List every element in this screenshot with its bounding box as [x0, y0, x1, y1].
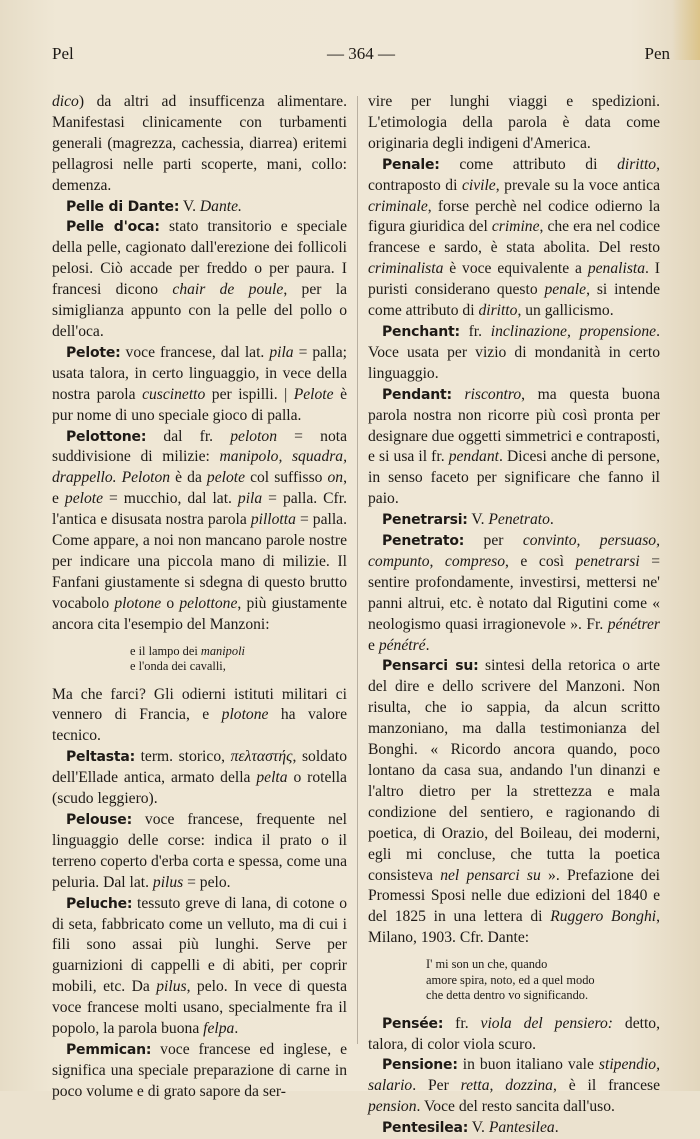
entry-peltasta: Peltasta: term. storico, πελταστής, soldato dell'Ellade antica, armato della pelta o rotella (scudo leggiero).	[52, 748, 347, 808]
entry-continuation: Ma che farci? Gli odierni istituti militari ci vennero di Francia, e plotone ha valore tecnico.	[52, 685, 347, 745]
header-left-guide-word: Pel	[52, 44, 74, 63]
headword: Penale:	[382, 156, 440, 173]
entry-penale: Penale: come attributo di diritto, contraposto di civile, prevale su la voce antica criminale, forse perchè nel codice odierno la figura giuridica del crimine, che era nel codice francese e sardo, è stata abolita. Del resto criminalista è voce equivalente a penalista. I puristi considerano questo penale, si intende come attributo di diritto, un gallicismo.	[368, 155, 660, 320]
headword: Pensarci su:	[382, 658, 479, 675]
headword: Pelle di Dante:	[66, 198, 180, 215]
headword: Pendant:	[382, 386, 452, 403]
headword: Pelote:	[66, 344, 121, 361]
entry-continuation: vire per lunghi viaggi e spedizioni. L'etimologia della parola è data come originaria degli indigeni d'America.	[368, 93, 660, 152]
page-number: — 364 —	[327, 44, 395, 63]
header-right-guide-word: Pen	[644, 44, 670, 63]
headword: Penetrarsi:	[382, 512, 468, 529]
entry-pemmican: Pemmican: voce francese ed inglese, e significa una speciale preparazione di carne in poco volume e di grato sapore da ser-	[52, 1040, 347, 1100]
manzoni-quote: e il lampo dei manipoli e l'onda dei cavalli,	[130, 643, 245, 674]
entry-peluche: Peluche: tessuto greve di lana, di cotone o di seta, fabbricato come un velluto, ma di cui i fili sono assai più lunghi. Serve per guarnizioni di cappelli e di abiti, per coprir mobili, etc. Da pilus, pelo. In vece di questa voce francese molti usano, specialmente fra il popolo, la parola buona felpa.	[52, 894, 347, 1038]
headword: Pemmican:	[66, 1041, 152, 1058]
entry-pelouse: Pelouse: voce francese, frequente nel linguaggio delle corse: indica il prato o il terreno coperto d'erba corta e spessa, come una peluria. Dal lat. pilus = pelo.	[52, 811, 347, 891]
entry-penetrato: Penetrato: per convinto, persuaso, compunto, compreso, e così penetrarsi = sentire profondamente, investirsi, mettersi ne' panni altrui, etc. è notato dal Rigutini come « neologismo quasi irragionevole ». Fr. pénétrer e pénétré.	[368, 532, 660, 654]
entry-pelle-d-oca: Pelle d'oca: stato transitorio e speciale della pelle, cagionato dall'erezione dei follicoli pelosi. Ciò accade per freddo o per paura. I francesi dicono chair de poule, per la simiglianza appunto con la pelle del pollo o dell'oca.	[52, 218, 348, 340]
entry-pensarci-su: Pensarci su: sintesi della retorica o arte del dire e dello scrivere del Manzoni. Non risulta, che io sappia, da alcun scritto manzoniano, ma dalla testimonianza del Bonghi. « Ricordo ancora quando, poco lontano da casa sua, andando l'un dinanzi e l'altro dietro per la strettezza e mala condizione del sentiero, e ragionando di poetica, di Orazio, del Boileau, dei moderni, egli mi concluse, che tutta la poetica consisteva nel pensarci su ». Prefazione dei Promessi Sposi nelle due edizioni del 1840 e del 1825 in una lettera di Ruggero Bonghi, Milano, 1903. Cfr. Dante:	[368, 657, 661, 947]
column-divider	[357, 96, 358, 1044]
entry-pelottone: Pelottone: dal fr. peloton = nota suddivisione di milizie: manipolo, squadra, drappello. Peloton è da pelote col suffisso on, e pelote = mucchio, dal lat. pila = palla. Cfr. l'antica e disusata nostra parola pillotta = palla. Come appare, a noi non mancano parole nostre per indicare una piccola mano di milizie. Il Fanfani giustamente si sdegna di questo brutto vocabolo plotone o pelottone, più giustamente ancora cita l'esempio del Manzoni:	[52, 427, 348, 633]
headword: Peltasta:	[66, 749, 135, 766]
headword: Pelle d'oca:	[66, 219, 160, 236]
entry-penchant: Penchant: fr. inclinazione, propensione. Voce usata per vizio di mondanità in certo linguaggio.	[368, 322, 660, 382]
entry-penetrarsi: Penetrarsi: V. Penetrato.	[382, 511, 554, 529]
entry-pelle-di-dante: Pelle di Dante: V. Dante.	[66, 197, 242, 215]
paper-stain	[672, 0, 700, 60]
headword: Pelouse:	[66, 812, 132, 828]
left-column	[52, 92, 347, 1103]
headword: Pensée:	[382, 1015, 444, 1032]
entry-pensee: Pensée: fr. viola del pensiero: detto, talora, di color viola scuro.	[368, 1014, 660, 1053]
headword: Peluche:	[66, 895, 133, 912]
entry-pelote: Pelote: voce francese, dal lat. pila = palla; usata talora, in certo linguaggio, in vece della nostra parola cuscinetto per ispilli. | Pelote è pur nome di uno speciale gioco di palla.	[52, 343, 347, 424]
headword: Penchant:	[382, 323, 460, 340]
right-column	[368, 92, 660, 1139]
entry-continuation: dico) da altri ad insufficenza alimentare. Manifestasi clinicamente con turbamenti generali (magrezza, cachessia, diarrea) eritemi pellagrosi nelle parti scoperte, mani, collo: demenza.	[52, 93, 347, 194]
entry-pentesilea: Pentesilea: V. Pantesilea.	[382, 1119, 559, 1137]
dante-quote: I' mi son un che, quando amore spira, noto, ed a quel modo che detta dentro vo significando.	[426, 957, 595, 1003]
entry-pendant: Pendant: riscontro, ma questa buona parola nostra non ricorre più così pronta per designare due oggetti simmetrici e contraposti, e si usa il fr. pendant. Dicesi anche di persone, in senso faceto per significare che fanno il paio.	[368, 385, 660, 508]
running-header	[52, 44, 670, 68]
headword: Pentesilea:	[382, 1120, 469, 1137]
headword: Pensione:	[382, 1057, 458, 1074]
headword: Penetrato:	[382, 533, 465, 550]
entry-pensione: Pensione: in buon italiano vale stipendio, salario. Per retta, dozzina, è il francese pension. Voce del resto sancita dall'uso.	[368, 1056, 660, 1116]
headword: Pelottone:	[66, 428, 147, 445]
